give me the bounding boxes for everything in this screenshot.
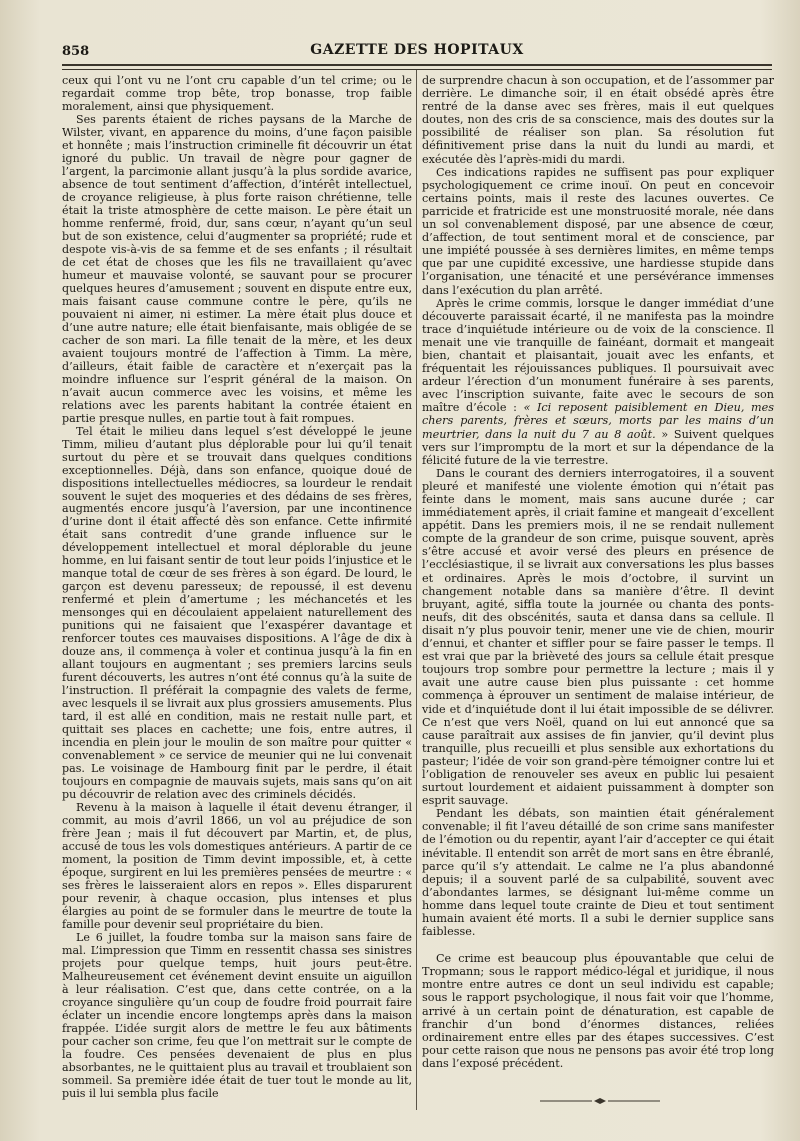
header-rule	[62, 64, 772, 70]
paragraph: Le 6 juillet, la foudre tomba sur la maison sans faire de mal. L’impression que Timm en ressentit chassa ses sinistres projets pour quelque temps, huit jours peut-être. Malheureusement cet événement devint ensuite un aiguillon à leur réalisation. C’est que, dans cette contrée, on a la croyance singulière qu’un coup de foudre froid pourrait faire éclater un incendie encore longtemps après dans la maison frappée. L’idée surgit alors de mettre le feu aux bâtiments pour cacher son crime, feu que l’on mettrait sur le compte de la foudre. Ces pensées devenaient de plus en plus absorbantes, ne le quittaient plus au travail et troublaient son sommeil. Sa première idée était de tuer tout le monde au lit, puis il lui sembla plus facile	[62, 930, 412, 1100]
paragraph: Tel était le milieu dans lequel s’est développé le jeune Timm, milieu d’autant plus déplorable pour lui qu’il tenait surtout du père et se trouvait dans quelques conditions exceptionnelles. Déjà, dans son enfance, quoique doué de dispositions intellectuelles médiocres, sa lourdeur le rendait souvent le sujet des moqueries et des dédains de ses frères, augmentés encore jusqu’à l’aversion, par une incontinence d’urine dont il était affecté dès son enfance. Cette infirmité était sans contredit d’une grande influence sur le développement intellectuel et moral déplorable du jeune homme, en lui faisant sentir de tout leur poids l’injustice et le manque total de cœur de ses frères à son égard. De lourd, le garçon est devenu paresseux; de repoussé, il est devenu renfermé et plein d’amertume ; les méchancetés et les mensonges qui en découlaient appelaient naturellement des punitions qui ne faisaient que l’exaspérer davantage et renforcer toutes ces mauvaises dispositions. A l’âge de dix à douze ans, il commença à voler et continua jusqu’à la fin en allant toujours en augmentant ; ses premiers larcins seuls furent découverts, les autres n’ont été connus qu’à la suite de l’instruction. Il préférait la compagnie des valets de ferme, avec lesquels il se livrait aux plus grossiers amusements. Plus tard, il est allé en condition, mais ne restait nulle part, et quittait ses places en cachette; une fois, entre autres, il incendia en plein jour le moulin de son maître pour quitter « convenablement » ce service de meunier qui ne lui convenait pas. Le voisinage de Hambourg finit par le perdre, il était toujours en compagnie de mauvais sujets, mais sans qu’on ait pu découvrir de relation avec des criminels décidés.	[62, 424, 412, 802]
paragraph: Pendant les débats, son maintien était généralement convenable; il fit l’aveu détaillé de son crime sans manifester de l’émotion ou du repentir, ayant l’air d’accepter ce qui était inévitable. Il entendit son arrêt de mort sans en être ébranlé, parce qu’il s’y attendait. Le calme ne l’a plus abandonné depuis; il a souvent parlé de sa culpabilité, souvent avec d’abondantes larmes, se désignant lui-même comme un homme dans lequel toute crainte de Dieu et tout sentiment humain avaient été morts. Il a subi le dernier supplice sans faiblesse.	[422, 807, 774, 939]
end-ornament-rule	[540, 1096, 660, 1106]
page-header	[62, 40, 772, 64]
page-title: GAZETTE DES HOPITAUX	[310, 42, 524, 58]
paragraph: de surprendre chacun à son occupation, et de l’assommer par derrière. Le dimanche soir, il en était obsédé après être rentré de la danse avec ses frères, mais il eut quelques doutes, non des cris de sa conscience, mais des doutes sur la possibilité de réaliser son plan. Sa résolution fut définitivement prise dans la nuit du lundi au mardi, et exécutée dès l’après-midi du mardi.	[422, 74, 774, 166]
paragraph	[422, 297, 774, 467]
page-number: 858	[62, 44, 90, 59]
column-divider	[416, 70, 417, 1110]
paragraph-text: Après le crime commis, lorsque le danger immédiat d’une découverte paraissait écarté, il ne manifesta pas la moindre trace d’inquiétude intérieure ou de voix de la conscience. Il menait une vie tranquille de fainéant, dormait et mangeait bien, chantait et plaisantait, jouait avec les enfants, et fréquentait les réjouissances publiques. Il poursuivait avec ardeur l’érection d’un monument funéraire à ses parents, avec l’inscription suivante, faite avec le secours de son maître d’école :	[422, 296, 774, 415]
paragraph: Ce crime est beaucoup plus épouvantable que celui de Tropmann; sous le rapport médico-légal et juridique, il nous montre entre autres ce dont un seul individu est capable; sous le rapport psychologique, il nous fait voir que l’homme, arrivé à un certain point de dénaturation, est capable de franchir d’un bond d’énormes distances, reliées ordinairement entre elles par des étapes successives. C’est pour cette raison que nous ne pensons pas avoir été trop long dans l’exposé précédent.	[422, 952, 774, 1070]
right-column	[422, 74, 774, 1070]
epitaph-quote: « Ici reposent paisiblement en Dieu, mes chers parents, frères et sœurs, morts par les mains d’un meurtrier, dans la nuit du 7 au 8 août.	[422, 401, 774, 441]
paragraph-text: » Suivent quelques vers sur l’impromptu de la mort et sur la dépendance de la félicité future de la vie terrestre.	[422, 427, 775, 467]
paragraph: ceux qui l’ont vu ne l’ont cru capable d’un tel crime; ou le regardait comme trop bête, trop bonasse, trop faible moralement, ainsi que physiquement.	[62, 74, 412, 113]
paragraph: Ces indications rapides ne suffisent pas pour expliquer psychologiquement ce crime inouï. On peut en concevoir certains points, mais il reste des lacunes ouvertes. Ce parricide et fratricide est une monstruosité morale, née dans un sol convenablement disposé, par une absence de cœur, d’affection, de tout sentiment moral et de conscience, par une impiété poussée à ses dernières limites, en même temps que par une cupidité excessive, une hardiesse stupide dans l’organisation, une ténacité et une persévérance immenses dans l’exécution du plan arrêté.	[422, 165, 774, 297]
left-column	[62, 74, 412, 1100]
paragraph: Revenu à la maison à laquelle il était devenu étranger, il commit, au mois d’avril 1866, un vol au préjudice de son frère Jean ; mais il fut découvert par Martin, et, de plus, accusé de tous les vols domestiques antérieurs. A partir de ce moment, la position de Timm devint impossible, et, à cette époque, surgirent en lui les premières pensées de meurtre : « ses frères le laisseraient alors en repos ». Elles disparurent pour revenir, à chaque occasion, plus intenses et plus élargies au point de se formuler dans le meurtre de toute la famille pour devenir seul propriétaire du bien.	[62, 801, 412, 931]
paragraph: Dans le courant des derniers interrogatoires, il a souvent pleuré et manifesté une violente émotion qui n’était pas feinte dans le moment, mais sans aucune durée ; car immédiatement après, il criait famine et mangeait d’excellent appétit. Dans les premiers mois, il ne se rendait nullement compte de la grandeur de son crime, puisque souvent, après s’être accusé et avoir versé des pleurs en présence de l’ecclésiastique, il se livrait aux conversations les plus basses et ordinaires. Après le mois d’octobre, il survint un changement notable dans sa manière d’être. Il devint bruyant, agité, siffla toute la journée ou chanta des ponts-neufs, dit des obscénités, sauta et dansa dans sa cellule. Il disait n’y plus pouvoir tenir, mener une vie de chien, mourir d’ennui, et chanter et siffler pour se faire passer le temps. Il est vrai que par la brièveté des jours sa cellule était presque toujours trop sombre pour permettre la lecture ; mais il y avait une autre cause bien plus puissante : cet homme commença à éprouver un sentiment de malaise intérieur, de vide et d’inquiétude dont il lui était impossible de se délivrer. Ce n’est que vers Noël, quand on lui eut annoncé que sa cause paraîtrait aux assises de fin janvier, qu’il devint plus tranquille, plus recueilli et plus sensible aux exhortations du pasteur; l’idée de voir son grand-père témoigner contre lui et l’obligation de renouveler ses aveux en public lui pesaient surtout lourdement et aidaient puissamment à dompter son esprit sauvage.	[422, 466, 774, 808]
paragraph: Ses parents étaient de riches paysans de la Marche de Wilster, vivant, en apparence du moins, d’une façon paisible et honnête ; mais l’instruction criminelle fit découvrir un état ignoré du public. Un travail de nègre pour gagner de l’argent, la parcimonie allant jusqu’à la plus sordide avarice, absence de tout sentiment d’affection, d’intérêt intellectuel, de croyance religieuse, à plus forte raison chrétienne, telle était la triste atmosphère de cette maison. Le père était un homme renfermé, froid, dur, sans cœur, n’ayant qu’un seul but de son existence, celui d’augmenter sa propriété; rude et despote vis-à-vis de sa femme et de ses enfants ; il résultait de cet état de choses que les fils ne travaillaient qu’avec humeur et mauvaise volonté, se sauvant pour se procurer quelques heures d’amusement ; souvent en dispute entre eux, mais faisant cause commune contre le père, qu’ils ne pouvaient ni aimer, ni estimer. La mère était plus douce et d’une autre nature; elle était bienfaisante, mais obligée de se cacher de son mari. La fille tenait de la mère, et les deux avaient toujours montré de l’affection à Timm. La mère, d’ailleurs, était faible de caractère et n’exerçait pas la moindre influence sur l’esprit général de la maison. On n’avait aucun commerce avec les voisins, et même les relations avec les parents habitant la contrée étaient en partie presque nulles, en partie tout à fait rompues.	[62, 112, 412, 425]
